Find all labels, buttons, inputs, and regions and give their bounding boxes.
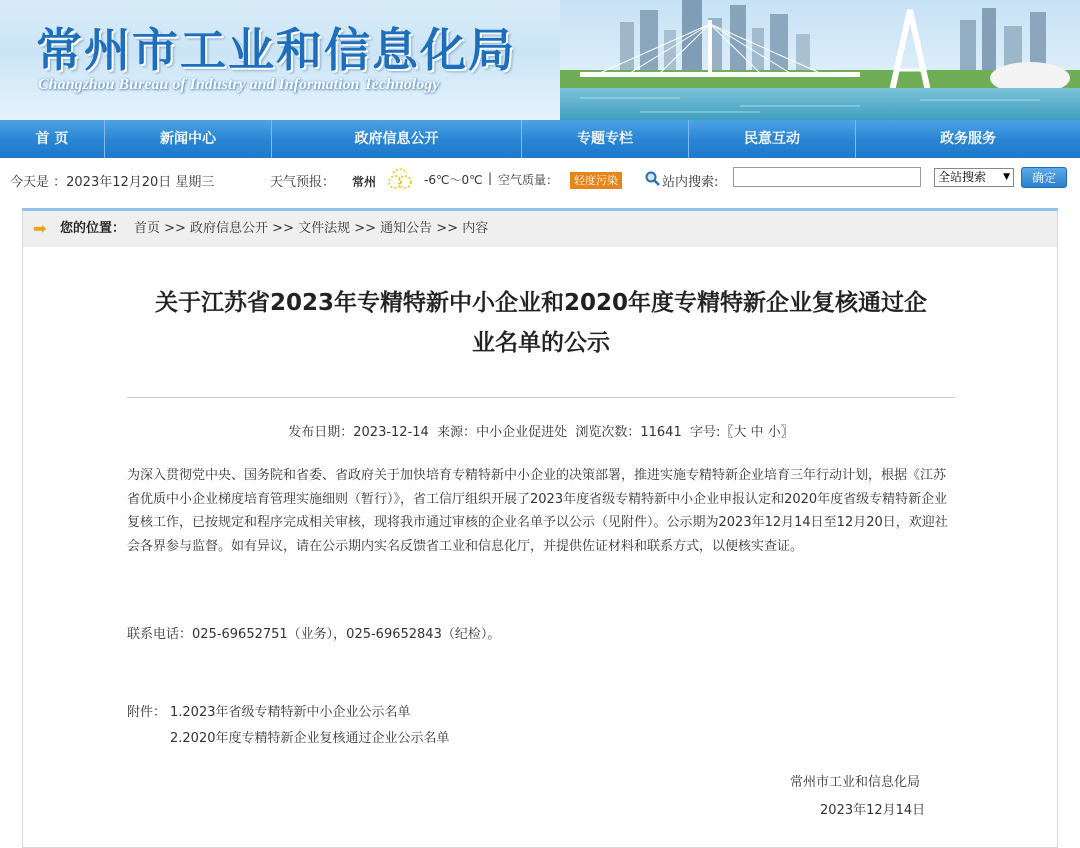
nav-news[interactable]: 新闻中心	[105, 120, 272, 158]
font-size-bracket-open: 〖	[720, 425, 734, 440]
cloudy-sun-icon	[385, 165, 415, 193]
breadcrumb-label: 您的位置：	[60, 221, 126, 236]
nav-services[interactable]: 政务服务	[940, 131, 996, 147]
air-quality-label: 空气质量：	[498, 173, 559, 187]
breadcrumb	[23, 211, 1057, 247]
signature-org: 常州市工业和信息化局	[790, 775, 921, 790]
article-source: 来源：中小企业促进处	[437, 425, 568, 440]
weather-temp: -6℃～0℃	[424, 173, 483, 187]
attachment-link-2[interactable]: 2.2020年度专精特新企业复核通过企业公示名单	[170, 731, 450, 746]
publish-date: 发布日期：2023-12-14	[288, 425, 429, 440]
article-body: 为深入贯彻党中央、国务院和省委、省政府关于加快培育专精特新中小企业的决策部署，推进实施专精特新企业培育三年行动计划，根据《江苏省优质中小企业梯度培育管理实施细则（暂行）》，省工信厅组织开展了2023年度省级专精特新中小企业申报认定和2020年度省级专精特新企业复核工作，已按规定和程序完成相关审核，现将我市通过审核的企业名单予以公示（见附件）。公示期为2023年12月14日至12月20日，欢迎社会各界参与监督。如有异议，请在公示期内实名反馈省工业和信息化厅，并提供佐证材料和联系方式，以便核实查证。	[127, 468, 948, 554]
font-size-label: 字号:	[689, 425, 721, 440]
nav-topics[interactable]: 专题专栏	[522, 120, 689, 158]
signature-date: 2023年12月14日	[820, 803, 926, 818]
banner-skyline-image	[560, 0, 1080, 120]
attachment-link-1[interactable]: 1.2023年省级专精特新中小企业公示名单	[170, 705, 411, 720]
air-quality-badge: 轻度污染	[570, 172, 622, 189]
weather-city: 常州	[352, 175, 377, 189]
site-banner	[0, 0, 1080, 120]
font-size-bracket-close: 〗	[780, 425, 794, 440]
title-divider	[127, 397, 955, 398]
contact-phone: 联系电话：025-69652751（业务），025-69652843（纪检）。	[127, 627, 501, 642]
article-title	[123, 283, 959, 363]
today-date: 今天是 ：2023年12月20日 星期三	[10, 175, 215, 190]
weather-label: 天气预报：	[270, 175, 336, 190]
article-title-line2: 业名单的公示	[472, 330, 610, 356]
nav-home[interactable]: 首 页	[0, 120, 105, 158]
nav-gov-info[interactable]: 政府信息公开	[272, 120, 522, 158]
site-subtitle: Changzhou Bureau of Industry and Information Technology	[38, 76, 440, 93]
main-nav	[0, 120, 1080, 158]
search-scope-select[interactable]	[934, 168, 1014, 187]
search-scope-value: 全站搜索	[938, 170, 987, 184]
site-title: 常州市工业和信息化局	[36, 23, 516, 77]
view-count: 浏览次数：11641	[575, 425, 682, 440]
chevron-down-icon: ▼	[1003, 172, 1010, 182]
nav-interaction[interactable]: 民意互动	[689, 120, 856, 158]
search-submit-button[interactable]: 确定	[1021, 167, 1067, 188]
attachment-label: 附件：	[127, 705, 167, 720]
article-meta	[23, 421, 1059, 440]
article-panel	[22, 208, 1058, 848]
search-label: 站内搜索:	[662, 175, 719, 190]
weather-separator: |	[488, 171, 493, 185]
font-size-medium-link[interactable]: 中	[750, 425, 764, 440]
site-search-input[interactable]	[733, 167, 921, 187]
article-title-line1: 关于江苏省2023年专精特新中小企业和2020年度专精特新企业复核通过企	[154, 290, 928, 316]
font-size-small-link[interactable]: 小	[767, 425, 781, 440]
breadcrumb-path[interactable]: 首页 >> 政府信息公开 >> 文件法规 >> 通知公告 >> 内容	[134, 221, 489, 236]
search-icon	[645, 171, 661, 187]
arrow-right-icon: ➡	[33, 219, 47, 238]
font-size-large-link[interactable]: 大	[733, 425, 747, 440]
